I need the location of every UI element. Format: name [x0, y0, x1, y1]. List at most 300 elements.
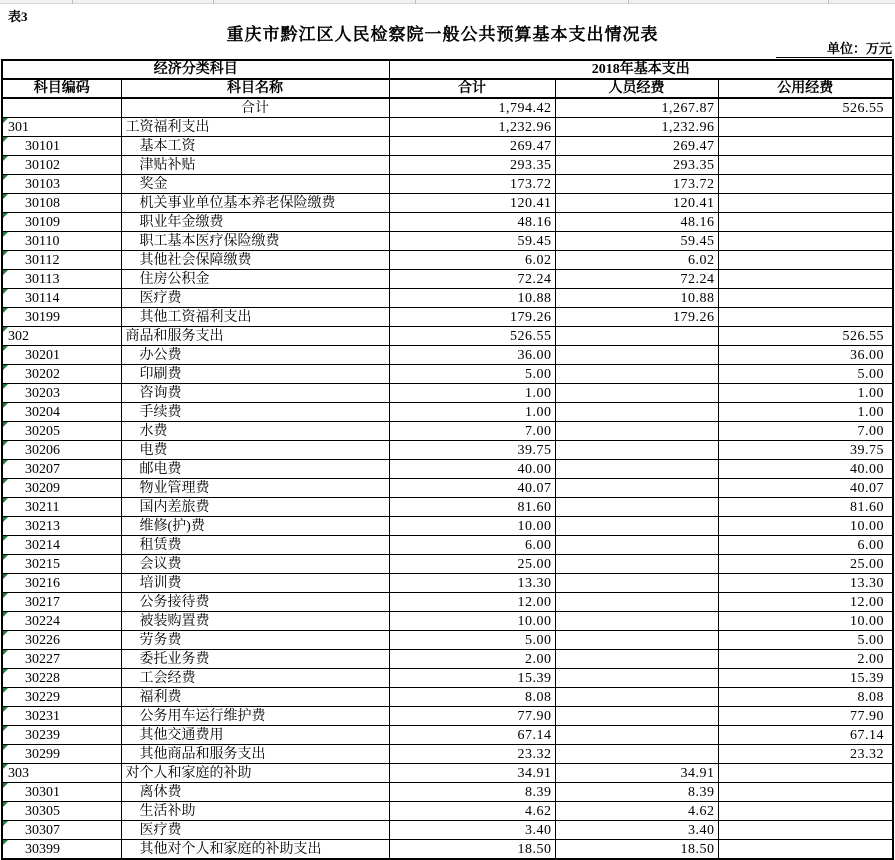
table-row: [2, 479, 893, 498]
column-divider-tick: [415, 0, 416, 4]
cell-name[interactable]: 职业年金缴费: [121, 213, 389, 232]
cell-total[interactable]: 179.26: [389, 308, 555, 327]
cell-name[interactable]: 办公费: [121, 346, 389, 365]
cell-public[interactable]: 40.07: [718, 479, 893, 498]
cell-personnel[interactable]: 3.40: [555, 821, 718, 840]
cell-code[interactable]: 30299: [2, 745, 121, 764]
cell-code[interactable]: 30231: [2, 707, 121, 726]
cell-personnel[interactable]: 59.45: [555, 232, 718, 251]
error-marker-icon: [3, 422, 8, 427]
table-row: [2, 536, 893, 555]
error-marker-icon: [3, 612, 8, 617]
cell-name[interactable]: 对个人和家庭的补助: [121, 764, 389, 783]
cell-public[interactable]: 1.00: [718, 384, 893, 403]
header-code[interactable]: 科目编码: [2, 79, 121, 98]
error-marker-icon: [3, 118, 8, 123]
cell-total[interactable]: 36.00: [389, 346, 555, 365]
cell-personnel[interactable]: [555, 612, 718, 631]
error-marker-icon: [3, 289, 8, 294]
error-marker-icon: [3, 669, 8, 674]
cell-personnel[interactable]: [555, 650, 718, 669]
table-row: [2, 745, 893, 764]
cell-personnel[interactable]: 120.41: [555, 194, 718, 213]
error-marker-icon: [3, 251, 8, 256]
cell-code[interactable]: 30207: [2, 460, 121, 479]
cell-public[interactable]: 5.00: [718, 631, 893, 650]
table-row: [2, 764, 893, 783]
column-divider-tick: [628, 0, 629, 4]
cell-total[interactable]: 173.72: [389, 175, 555, 194]
cell-code[interactable]: 302: [2, 327, 121, 346]
cell-code[interactable]: 30109: [2, 213, 121, 232]
cell-code[interactable]: 301: [2, 118, 121, 137]
table-row: [2, 669, 893, 688]
cell-personnel[interactable]: 18.50: [555, 840, 718, 860]
cell-total[interactable]: 59.45: [389, 232, 555, 251]
error-marker-icon: [3, 783, 8, 788]
error-marker-icon: [3, 365, 8, 370]
header-public[interactable]: 公用经费: [718, 79, 893, 98]
cell-public[interactable]: [718, 194, 893, 213]
cell-public[interactable]: [718, 821, 893, 840]
error-marker-icon: [3, 726, 8, 731]
cell-public[interactable]: [718, 213, 893, 232]
table-row: [2, 156, 893, 175]
cell-personnel[interactable]: [555, 631, 718, 650]
error-marker-icon: [3, 403, 8, 408]
cell-total[interactable]: 40.07: [389, 479, 555, 498]
cell-code[interactable]: 30203: [2, 384, 121, 403]
table-row: [2, 308, 893, 327]
cell-code[interactable]: 30229: [2, 688, 121, 707]
cell-total[interactable]: 77.90: [389, 707, 555, 726]
cell-name[interactable]: 职工基本医疗保险缴费: [121, 232, 389, 251]
cell-code[interactable]: 30206: [2, 441, 121, 460]
cell-code[interactable]: 30102: [2, 156, 121, 175]
table-row: [2, 574, 893, 593]
error-marker-icon: [3, 346, 8, 351]
cell-personnel[interactable]: [555, 346, 718, 365]
cell-total[interactable]: 13.30: [389, 574, 555, 593]
column-divider-tick: [72, 0, 73, 4]
error-marker-icon: [3, 232, 8, 237]
cell-public[interactable]: 8.08: [718, 688, 893, 707]
cell-code[interactable]: 30226: [2, 631, 121, 650]
cell-code[interactable]: 30216: [2, 574, 121, 593]
cell-total[interactable]: 4.62: [389, 802, 555, 821]
table-row: [2, 346, 893, 365]
cell-code[interactable]: 30113: [2, 270, 121, 289]
table-row: [2, 289, 893, 308]
cell-public[interactable]: [718, 137, 893, 156]
cell-public[interactable]: 526.55: [718, 98, 893, 118]
cell-personnel[interactable]: [555, 498, 718, 517]
cell-personnel[interactable]: [555, 593, 718, 612]
cell-personnel[interactable]: 1,232.96: [555, 118, 718, 137]
cell-name[interactable]: 其他社会保障缴费: [121, 251, 389, 270]
cell-name[interactable]: 其他交通费用: [121, 726, 389, 745]
cell-name[interactable]: 其他工资福利支出: [121, 308, 389, 327]
cell-total[interactable]: 1,232.96: [389, 118, 555, 137]
cell-total[interactable]: 7.00: [389, 422, 555, 441]
cell-code[interactable]: 30307: [2, 821, 121, 840]
cell-name[interactable]: 被装购置费: [121, 612, 389, 631]
cell-name[interactable]: 工资福利支出: [121, 118, 389, 137]
error-marker-icon: [3, 308, 8, 313]
table-row: [2, 498, 893, 517]
cell-name[interactable]: 水费: [121, 422, 389, 441]
cell-public[interactable]: 10.00: [718, 612, 893, 631]
cell-public[interactable]: 81.60: [718, 498, 893, 517]
cell-code[interactable]: 30214: [2, 536, 121, 555]
cell-code[interactable]: 30202: [2, 365, 121, 384]
cell-personnel[interactable]: [555, 479, 718, 498]
header-group-row: [2, 60, 893, 79]
error-marker-icon: [3, 137, 8, 142]
cell-total[interactable]: 269.47: [389, 137, 555, 156]
column-divider-tick: [213, 0, 214, 4]
cell-name[interactable]: 津贴补贴: [121, 156, 389, 175]
cell-code[interactable]: 30108: [2, 194, 121, 213]
cell-total[interactable]: 1.00: [389, 403, 555, 422]
table-row: [2, 650, 893, 669]
cell-total[interactable]: 293.35: [389, 156, 555, 175]
table-row: [2, 631, 893, 650]
table-body: [2, 98, 893, 859]
error-marker-icon: [3, 840, 8, 845]
table-header: [2, 60, 893, 98]
table-row: [2, 270, 893, 289]
cell-total[interactable]: 18.50: [389, 840, 555, 860]
cell-total[interactable]: 81.60: [389, 498, 555, 517]
cell-personnel[interactable]: [555, 327, 718, 346]
error-marker-icon: [3, 821, 8, 826]
cell-name[interactable]: 邮电费: [121, 460, 389, 479]
cell-total[interactable]: 67.14: [389, 726, 555, 745]
cell-code[interactable]: 30211: [2, 498, 121, 517]
cell-personnel[interactable]: 1,267.87: [555, 98, 718, 118]
cell-name[interactable]: 委托业务费: [121, 650, 389, 669]
error-marker-icon: [3, 175, 8, 180]
cell-personnel[interactable]: [555, 574, 718, 593]
table-row: [2, 251, 893, 270]
table-row: [2, 175, 893, 194]
cell-total[interactable]: 48.16: [389, 213, 555, 232]
cell-public[interactable]: 40.00: [718, 460, 893, 479]
table-row: [2, 194, 893, 213]
header-personnel[interactable]: 人员经费: [555, 79, 718, 98]
table-row: [2, 593, 893, 612]
cell-name[interactable]: 福利费: [121, 688, 389, 707]
cell-code[interactable]: 30112: [2, 251, 121, 270]
table-row: [2, 441, 893, 460]
error-marker-icon: [3, 498, 8, 503]
table-row: [2, 213, 893, 232]
cell-total[interactable]: 10.88: [389, 289, 555, 308]
cell-total[interactable]: 10.00: [389, 517, 555, 536]
cell-name[interactable]: 培训费: [121, 574, 389, 593]
cell-personnel[interactable]: [555, 555, 718, 574]
cell-name[interactable]: 离休费: [121, 783, 389, 802]
cell-personnel[interactable]: 48.16: [555, 213, 718, 232]
cell-name[interactable]: 劳务费: [121, 631, 389, 650]
cell-public[interactable]: 67.14: [718, 726, 893, 745]
cell-personnel[interactable]: [555, 422, 718, 441]
cell-code[interactable]: 30204: [2, 403, 121, 422]
cell-name[interactable]: 公务接待费: [121, 593, 389, 612]
cell-total[interactable]: 120.41: [389, 194, 555, 213]
table-row: [2, 688, 893, 707]
cell-name[interactable]: 国内差旅费: [121, 498, 389, 517]
cell-public[interactable]: [718, 308, 893, 327]
header-columns-row: [2, 79, 893, 98]
cell-personnel[interactable]: 173.72: [555, 175, 718, 194]
unit-label: 单位：万元: [776, 41, 892, 58]
cell-total[interactable]: 10.00: [389, 612, 555, 631]
cell-name[interactable]: 租赁费: [121, 536, 389, 555]
cell-name[interactable]: 生活补助: [121, 802, 389, 821]
cell-personnel[interactable]: [555, 517, 718, 536]
cell-name[interactable]: 印刷费: [121, 365, 389, 384]
table-row: [2, 365, 893, 384]
cell-total[interactable]: 1,794.42: [389, 98, 555, 118]
cell-public[interactable]: 10.00: [718, 517, 893, 536]
cell-total[interactable]: 6.02: [389, 251, 555, 270]
cell-code[interactable]: 30301: [2, 783, 121, 802]
cell-public[interactable]: 77.90: [718, 707, 893, 726]
cell-code[interactable]: 30224: [2, 612, 121, 631]
table-row: [2, 707, 893, 726]
cell-name[interactable]: 基本工资: [121, 137, 389, 156]
cell-personnel[interactable]: [555, 669, 718, 688]
cell-public[interactable]: 1.00: [718, 403, 893, 422]
error-marker-icon: [3, 460, 8, 465]
error-marker-icon: [3, 384, 8, 389]
cell-code[interactable]: 30227: [2, 650, 121, 669]
cell-personnel[interactable]: 10.88: [555, 289, 718, 308]
cell-public[interactable]: 13.30: [718, 574, 893, 593]
cell-name[interactable]: 其他商品和服务支出: [121, 745, 389, 764]
cell-personnel[interactable]: [555, 745, 718, 764]
cell-code[interactable]: 30399: [2, 840, 121, 860]
cell-public[interactable]: 2.00: [718, 650, 893, 669]
cell-code[interactable]: 30217: [2, 593, 121, 612]
cell-code[interactable]: 30201: [2, 346, 121, 365]
cell-code[interactable]: 30215: [2, 555, 121, 574]
cell-total[interactable]: 5.00: [389, 631, 555, 650]
cell-code[interactable]: 30239: [2, 726, 121, 745]
cell-public[interactable]: 6.00: [718, 536, 893, 555]
budget-table: [1, 59, 894, 860]
cell-code[interactable]: 30205: [2, 422, 121, 441]
table-row: [2, 555, 893, 574]
error-marker-icon: [3, 574, 8, 579]
cell-public[interactable]: 5.00: [718, 365, 893, 384]
cell-public[interactable]: [718, 175, 893, 194]
cell-public[interactable]: [718, 118, 893, 137]
cell-personnel[interactable]: [555, 460, 718, 479]
cell-public[interactable]: 25.00: [718, 555, 893, 574]
error-marker-icon: [3, 194, 8, 199]
error-marker-icon: [3, 270, 8, 275]
cell-public[interactable]: [718, 802, 893, 821]
cell-code[interactable]: 30228: [2, 669, 121, 688]
cell-personnel[interactable]: [555, 536, 718, 555]
header-total[interactable]: 合计: [389, 79, 555, 98]
cell-public[interactable]: 39.75: [718, 441, 893, 460]
cell-code[interactable]: 30110: [2, 232, 121, 251]
error-marker-icon: [3, 555, 8, 560]
cell-total[interactable]: 8.39: [389, 783, 555, 802]
cell-personnel[interactable]: 72.24: [555, 270, 718, 289]
table-row: [2, 422, 893, 441]
table-row: [2, 612, 893, 631]
cell-name[interactable]: 手续费: [121, 403, 389, 422]
table-row: [2, 384, 893, 403]
cell-total[interactable]: 12.00: [389, 593, 555, 612]
table-row: [2, 327, 893, 346]
error-marker-icon: [3, 156, 8, 161]
cell-personnel[interactable]: [555, 726, 718, 745]
cell-public[interactable]: [718, 840, 893, 860]
cell-name[interactable]: 合计: [121, 98, 389, 118]
cell-code[interactable]: 30103: [2, 175, 121, 194]
cell-public[interactable]: [718, 156, 893, 175]
cell-name[interactable]: 工会经费: [121, 669, 389, 688]
error-marker-icon: [3, 517, 8, 522]
error-marker-icon: [3, 213, 8, 218]
cell-total[interactable]: 3.40: [389, 821, 555, 840]
error-marker-icon: [3, 479, 8, 484]
cell-name[interactable]: 其他对个人和家庭的补助支出: [121, 840, 389, 860]
cell-name[interactable]: 咨询费: [121, 384, 389, 403]
cell-total[interactable]: 40.00: [389, 460, 555, 479]
cell-total[interactable]: 15.39: [389, 669, 555, 688]
cell-public[interactable]: [718, 251, 893, 270]
cell-name[interactable]: 电费: [121, 441, 389, 460]
table-row: [2, 403, 893, 422]
cell-public[interactable]: 526.55: [718, 327, 893, 346]
cell-personnel[interactable]: 34.91: [555, 764, 718, 783]
cell-name[interactable]: 维修(护)费: [121, 517, 389, 536]
cell-personnel[interactable]: [555, 365, 718, 384]
table-row: [2, 232, 893, 251]
cell-personnel[interactable]: [555, 441, 718, 460]
cell-code[interactable]: 30114: [2, 289, 121, 308]
cell-code[interactable]: [2, 98, 121, 118]
table-row: [2, 118, 893, 137]
cell-public[interactable]: [718, 270, 893, 289]
table-row: [2, 98, 893, 118]
cell-code[interactable]: 30199: [2, 308, 121, 327]
table-row: [2, 783, 893, 802]
cell-public[interactable]: 36.00: [718, 346, 893, 365]
error-marker-icon: [3, 802, 8, 807]
table-row: [2, 802, 893, 821]
error-marker-icon: [3, 593, 8, 598]
cell-public[interactable]: 12.00: [718, 593, 893, 612]
cell-total[interactable]: 5.00: [389, 365, 555, 384]
header-economic-category[interactable]: 经济分类科目: [2, 60, 389, 79]
cell-total[interactable]: 2.00: [389, 650, 555, 669]
error-marker-icon: [3, 441, 8, 446]
table-row: [2, 821, 893, 840]
error-marker-icon: [3, 745, 8, 750]
cell-personnel[interactable]: 293.35: [555, 156, 718, 175]
cell-personnel[interactable]: 269.47: [555, 137, 718, 156]
table-row: [2, 517, 893, 536]
cell-name[interactable]: 商品和服务支出: [121, 327, 389, 346]
error-marker-icon: [3, 764, 8, 769]
table-row: [2, 460, 893, 479]
error-marker-icon: [3, 536, 8, 541]
cell-code[interactable]: 30209: [2, 479, 121, 498]
cell-public[interactable]: [718, 764, 893, 783]
cell-code[interactable]: 30213: [2, 517, 121, 536]
cell-name[interactable]: 医疗费: [121, 289, 389, 308]
header-name[interactable]: 科目名称: [121, 79, 389, 98]
cell-total[interactable]: 526.55: [389, 327, 555, 346]
cell-personnel[interactable]: [555, 384, 718, 403]
table-row: [2, 726, 893, 745]
cell-total[interactable]: 1.00: [389, 384, 555, 403]
error-marker-icon: [3, 707, 8, 712]
cell-personnel[interactable]: 4.62: [555, 802, 718, 821]
cell-total[interactable]: 23.32: [389, 745, 555, 764]
cell-personnel[interactable]: 8.39: [555, 783, 718, 802]
cell-name[interactable]: 医疗费: [121, 821, 389, 840]
cell-name[interactable]: 物业管理费: [121, 479, 389, 498]
cell-total[interactable]: 25.00: [389, 555, 555, 574]
cell-name[interactable]: 机关事业单位基本养老保险缴费: [121, 194, 389, 213]
table-row: [2, 840, 893, 860]
cell-total[interactable]: 34.91: [389, 764, 555, 783]
table-row: [2, 137, 893, 156]
cell-public[interactable]: [718, 289, 893, 308]
cell-name[interactable]: 公务用车运行维护费: [121, 707, 389, 726]
error-marker-icon: [3, 327, 8, 332]
cell-public[interactable]: 15.39: [718, 669, 893, 688]
cell-public[interactable]: [718, 783, 893, 802]
error-marker-icon: [3, 688, 8, 693]
cell-code[interactable]: 30101: [2, 137, 121, 156]
cell-personnel[interactable]: [555, 688, 718, 707]
cell-personnel[interactable]: [555, 403, 718, 422]
cell-total[interactable]: 72.24: [389, 270, 555, 289]
cell-total[interactable]: 6.00: [389, 536, 555, 555]
cell-name[interactable]: 会议费: [121, 555, 389, 574]
column-divider-tick: [828, 0, 829, 4]
cell-name[interactable]: 奖金: [121, 175, 389, 194]
error-marker-icon: [3, 631, 8, 636]
cell-name[interactable]: 住房公积金: [121, 270, 389, 289]
cell-public[interactable]: 7.00: [718, 422, 893, 441]
cell-total[interactable]: 39.75: [389, 441, 555, 460]
header-2018-expenditure[interactable]: 2018年基本支出: [389, 60, 893, 79]
cell-code[interactable]: 303: [2, 764, 121, 783]
cell-public[interactable]: [718, 232, 893, 251]
table-tag: 表3: [8, 9, 28, 24]
page-title: 重庆市黔江区人民检察院一般公共预算基本支出情况表: [226, 25, 659, 44]
cell-personnel[interactable]: 179.26: [555, 308, 718, 327]
cell-personnel[interactable]: 6.02: [555, 251, 718, 270]
spreadsheet-top-edge: [0, 0, 895, 4]
cell-public[interactable]: 23.32: [718, 745, 893, 764]
cell-personnel[interactable]: [555, 707, 718, 726]
error-marker-icon: [3, 650, 8, 655]
cell-code[interactable]: 30305: [2, 802, 121, 821]
cell-total[interactable]: 8.08: [389, 688, 555, 707]
